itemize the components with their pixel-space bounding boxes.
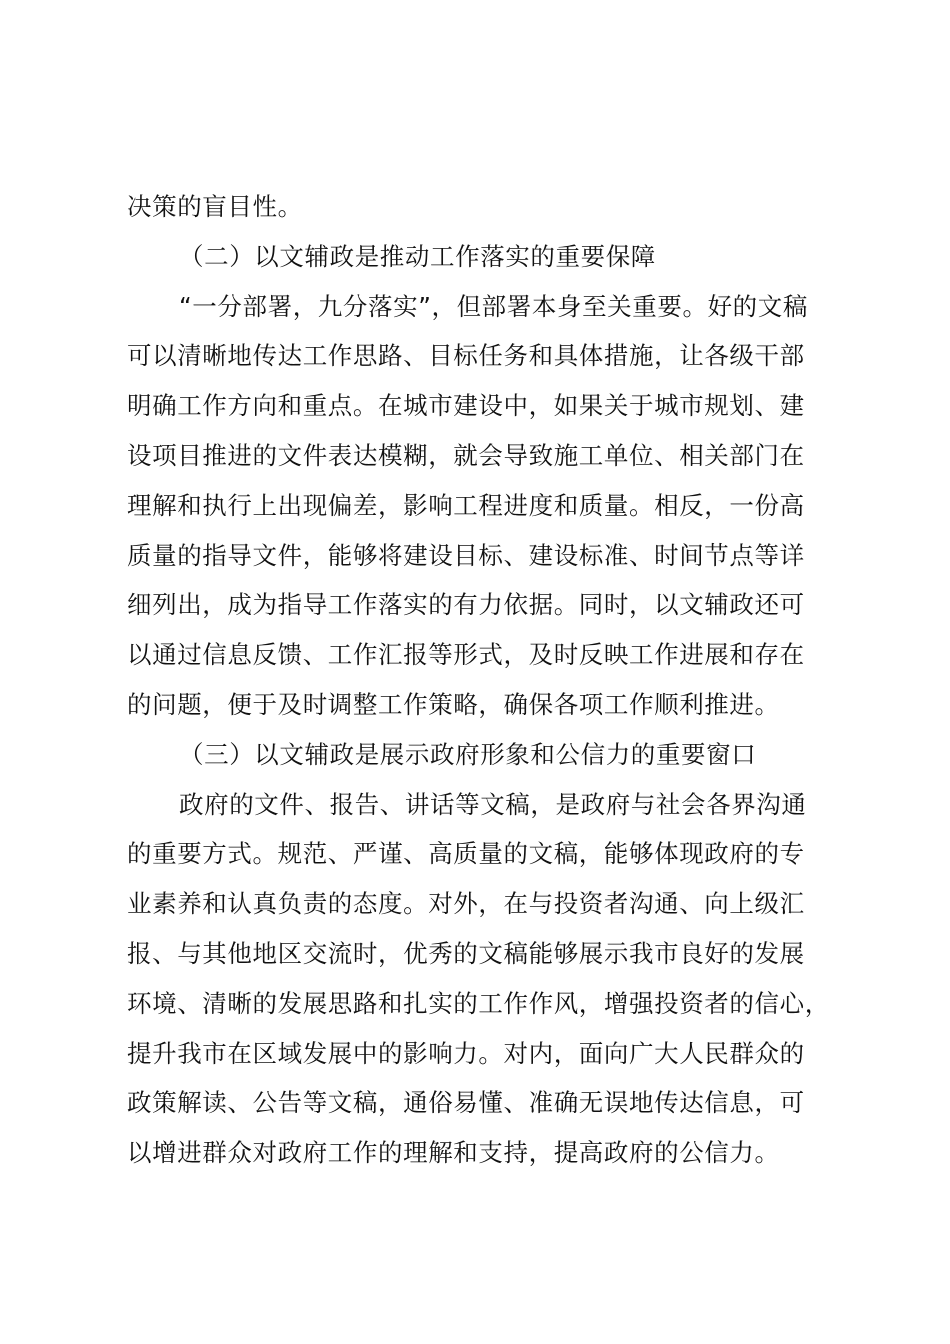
paragraph-line: 的重要方式。规范、严谨、高质量的文稿，能够体现政府的专 — [127, 839, 805, 869]
paragraph-line: 细列出，成为指导工作落实的有力依据。同时，以文辅政还可 — [127, 590, 805, 620]
paragraph-line: 设项目推进的文件表达模糊，就会导致施工单位、相关部门在 — [127, 440, 805, 470]
paragraph-line: “一分部署，九分落实”，但部署本身至关重要。好的文稿 — [179, 291, 808, 321]
paragraph-line: 以增进群众对政府工作的理解和支持，提高政府的公信力。 — [127, 1138, 780, 1168]
paragraph-line: 的问题，便于及时调整工作策略，确保各项工作顺利推进。 — [127, 689, 780, 719]
paragraph-line: 报、与其他地区交流时，优秀的文稿能够展示我市良好的发展 — [127, 938, 805, 968]
paragraph-line: 业素养和认真负责的态度。对外，在与投资者沟通、向上级汇 — [127, 889, 805, 919]
document-body — [127, 182, 837, 1178]
paragraph-line: 质量的指导文件，能够将建设目标、建设标准、时间节点等详 — [127, 540, 805, 570]
paragraph-line: 政策解读、公告等文稿，通俗易懂、准确无误地传达信息，可 — [127, 1088, 805, 1118]
paragraph-line: 以通过信息反馈、工作汇报等形式，及时反映工作进展和存在 — [127, 640, 805, 670]
section-heading-3: （三）以文辅政是展示政府形象和公信力的重要窗口 — [179, 739, 757, 769]
paragraph-line: 提升我市在区域发展中的影响力。对内，面向广大人民群众的 — [127, 1038, 805, 1068]
paragraph-line: 明确工作方向和重点。在城市建设中，如果关于城市规划、建 — [127, 391, 805, 421]
paragraph-line: 可以清晰地传达工作思路、目标任务和具体措施，让各级干部 — [127, 341, 805, 371]
paragraph-line: 政府的文件、报告、讲话等文稿，是政府与社会各界沟通 — [179, 789, 807, 819]
section-heading-2: （二）以文辅政是推动工作落实的重要保障 — [179, 241, 656, 271]
paragraph-line: 理解和执行上出现偏差，影响工程进度和质量。相反，一份高 — [127, 490, 805, 520]
paragraph-continuation-line: 决策的盲目性。 — [127, 192, 303, 221]
paragraph-line: 环境、清晰的发展思路和扎实的工作作风，增强投资者的信心， — [127, 988, 830, 1018]
